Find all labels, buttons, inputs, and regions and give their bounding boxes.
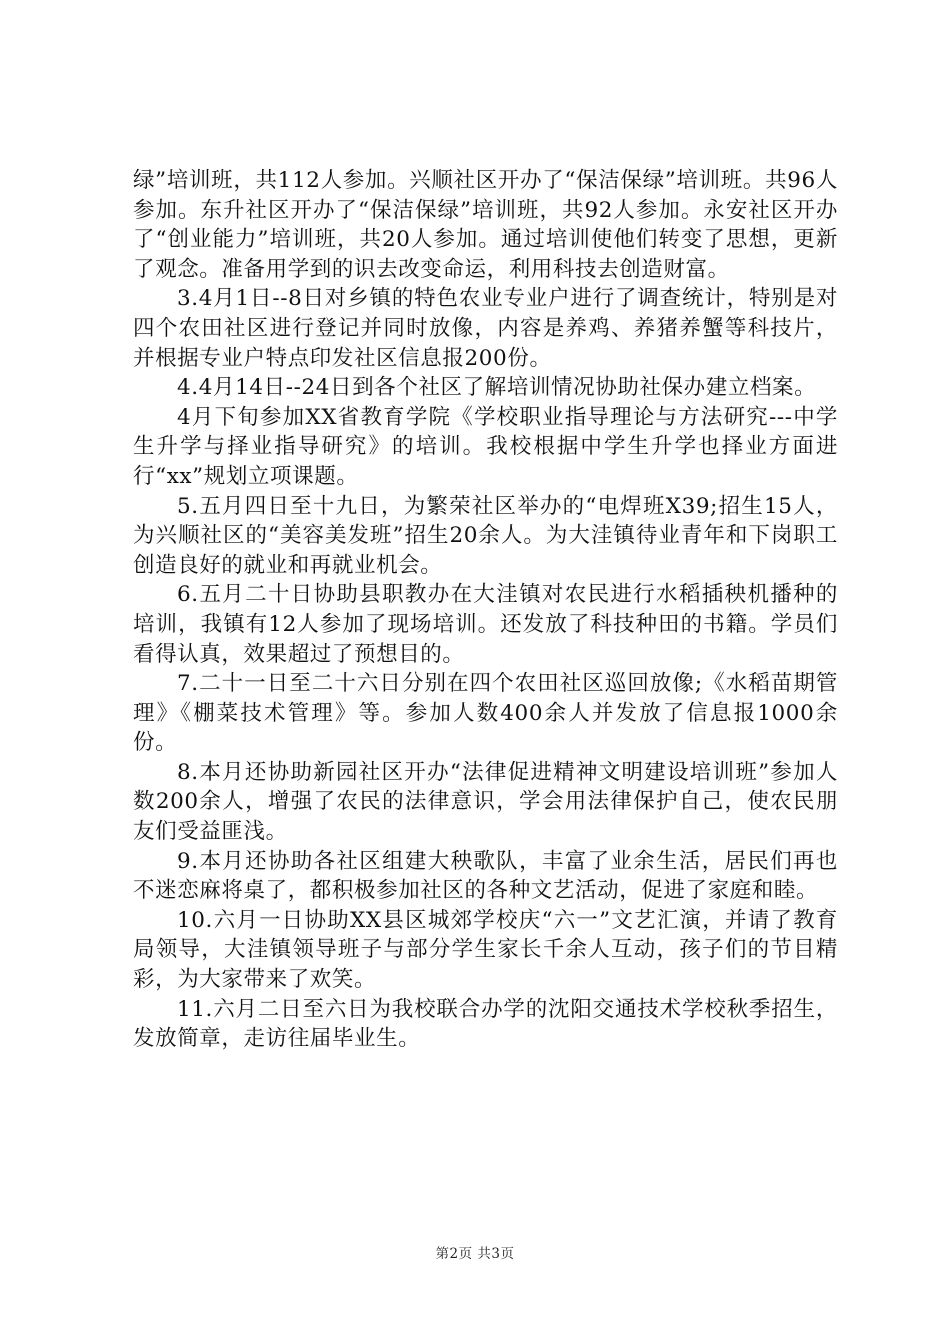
paragraph-item-10: 10.六月一日协助XX县区城郊学校庆“六一”文艺汇演，并请了教育局领导，大洼镇领导班子与部分学生家长千余人互动，孩子们的节目精彩，为大家带来了欢笑。 <box>133 907 838 993</box>
paragraph-training-note: 4月下旬参加XX省教育学院《学校职业指导理论与方法研究---中学生升学与择业指导研究》的培训。我校根据中学生升学也择业方面进行“xx”规划立项课题。 <box>133 404 838 489</box>
paragraph-item-8: 8.本月还协助新园社区开办“法律促进精神文明建设培训班”参加人数200余人，增强了农民的法律意识，学会用法律保护自己，使农民朋友们受益匪浅。 <box>133 759 838 845</box>
paragraph-item-11: 11.六月二日至六日为我校联合办学的沈阳交通技术学校秋季招生，发放简章，走访往届毕业生。 <box>133 996 838 1052</box>
document-body <box>133 166 838 1054</box>
paragraph-item-4: 4.4月14日--24日到各个社区了解培训情况协助社保办建立档案。 <box>177 375 817 401</box>
page-number-footer: 第2页 共3页 <box>435 1246 515 1262</box>
paragraph-item-5: 5.五月四日至十九日，为繁荣社区举办的“电焊班X39;招生15人，为兴顺社区的“美容美发班”招生20余人。为大洼镇待业青年和下岗职工创造良好的就业和再就业机会。 <box>133 493 838 578</box>
paragraph-item-9: 9.本月还协助各社区组建大秧歌队，丰富了业余生活，居民们再也不迷恋麻将桌了，都积极参加社区的各种文艺活动，促进了家庭和睦。 <box>133 848 838 904</box>
paragraph-item-6: 6.五月二十日协助县职教办在大洼镇对农民进行水稻插秧机播种的培训，我镇有12人参加了现场培训。还发放了科技种田的书籍。学员们看得认真，效果超过了预想目的。 <box>133 582 838 667</box>
paragraph-item-3: 3.4月1日--8日对乡镇的特色农业专业户进行了调查统计，特别是对四个农田社区进行登记并同时放像，内容是养鸡、养猪养蟹等科技片，并根据专业户特点印发社区信息报200份。 <box>133 286 838 371</box>
paragraph-item-7: 7.二十一日至二十六日分别在四个农田社区巡回放像;《水稻苗期管理》《棚菜技术管理》等。参加人数400余人并发放了信息报1000余份。 <box>133 671 838 756</box>
paragraph-continuation: 绿”培训班，共112人参加。兴顺社区开办了“保洁保绿”培训班。共96人参加。东升社区开办了“保洁保绿”培训班，共92人参加。永安社区开办了“创业能力”培训班，共20人参加。通过培训使他们转变了思想，更新了观念。准备用学到的识去改变命运，利用科技去创造财富。 <box>133 168 838 282</box>
